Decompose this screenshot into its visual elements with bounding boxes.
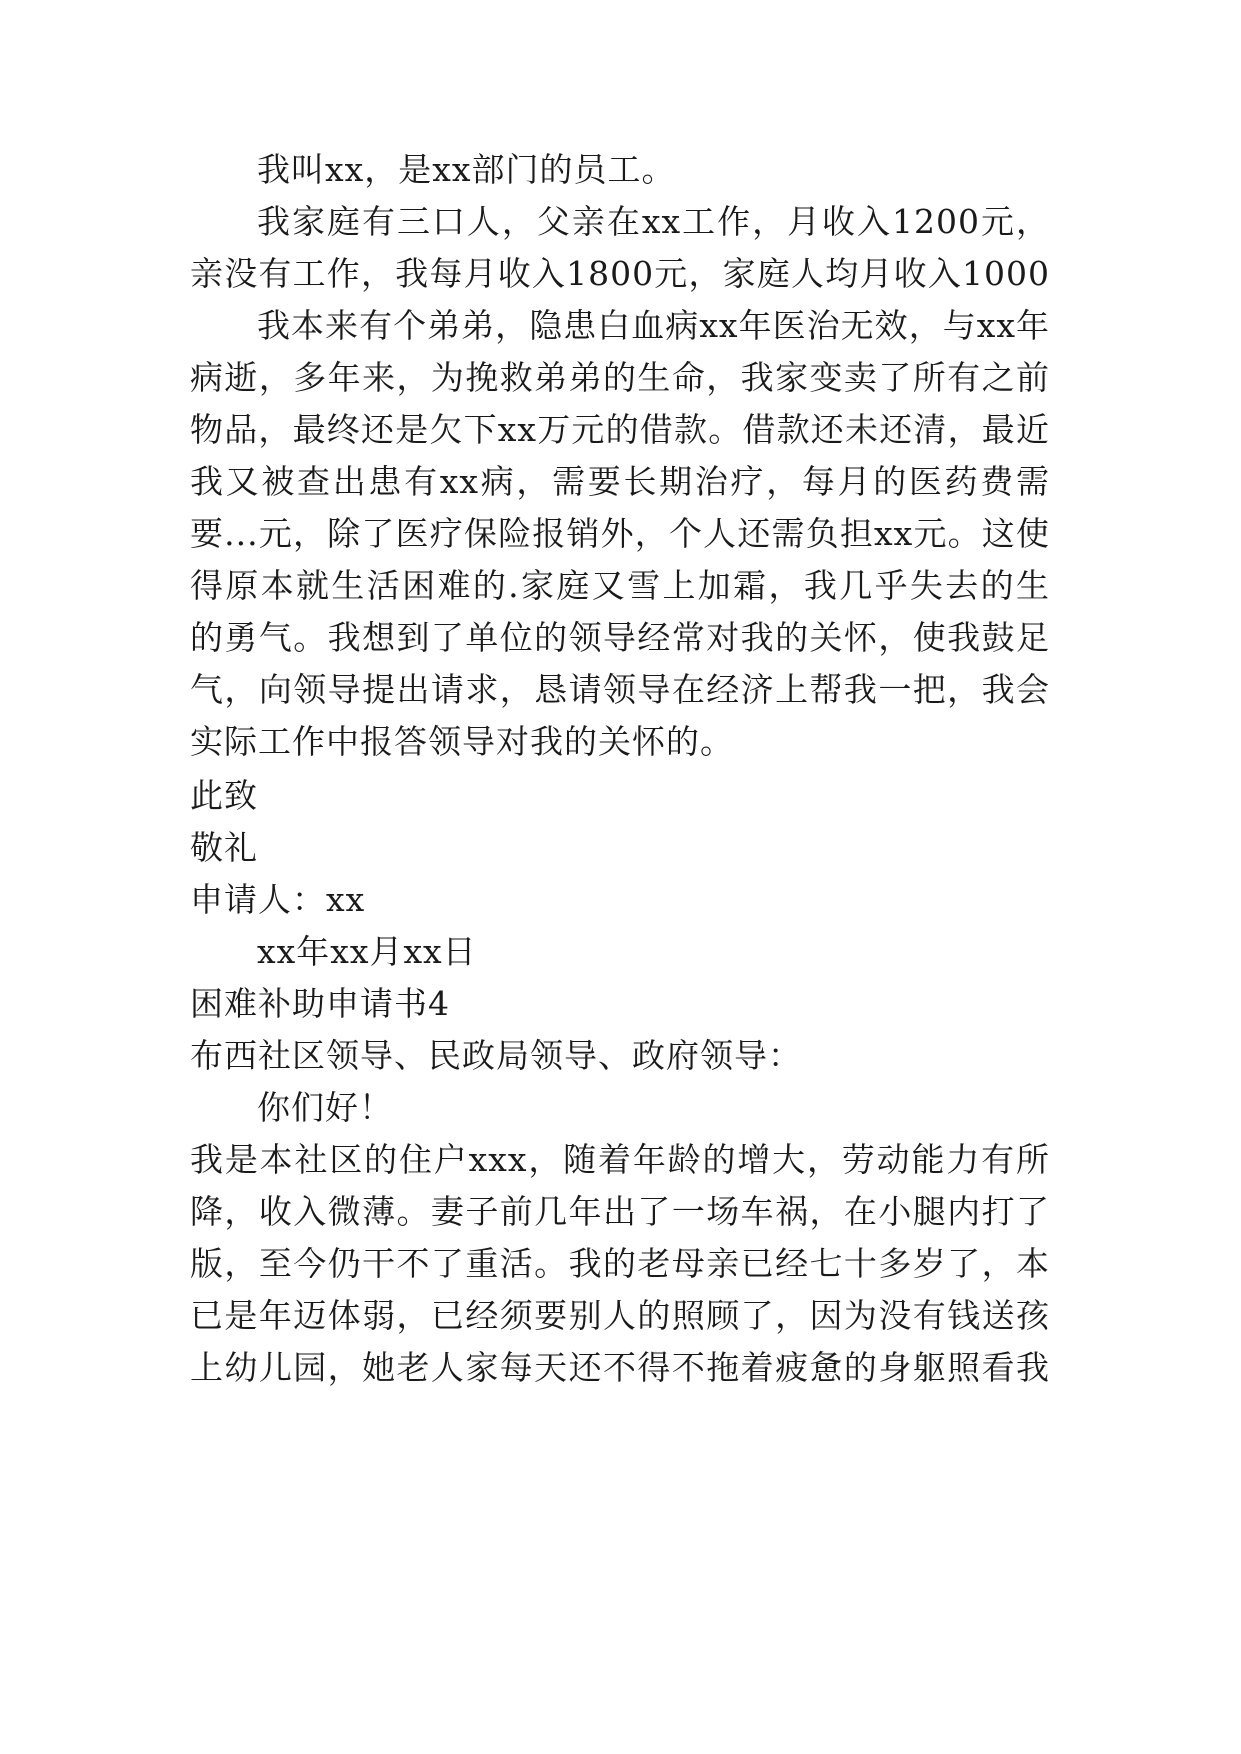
text-line: 版，至今仍干不了重活。我的老母亲已经七十多岁了，本 <box>190 1244 1050 1283</box>
text-line: 实际工作中报答领导对我的关怀的。 <box>190 722 734 761</box>
text-line: 得原本就生活困难的.家庭又雪上加霜，我几乎失去的生 <box>190 566 1050 605</box>
date-line: xx年xx月xx日 <box>257 932 477 971</box>
text-line: 降，收入微薄。妻子前几年出了一场车祸，在小腿内打了 <box>190 1192 1050 1231</box>
text-line: 物品，最终还是欠下xx万元的借款。借款还未还清，最近 <box>190 410 1050 449</box>
text-line: 我本来有个弟弟，隐患白血病xx年医治无效，与xx年 <box>257 306 1050 345</box>
section-heading: 困难补助申请书4 <box>190 984 450 1023</box>
text-line: 我家庭有三口人，父亲在xx工作，月收入1200元， <box>257 202 1050 241</box>
text-line: 已是年迈体弱，已经须要别人的照顾了，因为没有钱送孩 <box>190 1296 1050 1335</box>
text-line: 我是本社区的住户xxx，随着年龄的增大，劳动能力有所 <box>190 1140 1050 1179</box>
applicant-signature: 申请人：xx <box>190 880 366 919</box>
text-line: 病逝，多年来，为挽救弟弟的生命，我家变卖了所有之前 <box>190 358 1050 397</box>
text-line: 气，向领导提出请求，恳请领导在经济上帮我一把，我会 <box>190 670 1050 709</box>
addressee-line: 布西社区领导、民政局领导、政府领导： <box>190 1036 802 1075</box>
text-line: 上幼儿园，她老人家每天还不得不拖着疲惫的身躯照看我 <box>190 1348 1050 1387</box>
greeting-line: 你们好！ <box>257 1088 393 1127</box>
text-line: 我叫xx，是xx部门的员工。 <box>257 150 676 189</box>
text-line: 亲没有工作，我每月收入1800元，家庭人均月收入1000 <box>190 254 1050 293</box>
text-line: 要...元，除了医疗保险报销外，个人还需负担xx元。这使 <box>190 514 1050 553</box>
closing-regards: 敬礼 <box>190 828 258 867</box>
text-line: 我又被查出患有xx病，需要长期治疗，每月的医药费需 <box>190 462 1050 501</box>
closing-salutation: 此致 <box>190 776 258 815</box>
text-line: 的勇气。我想到了单位的领导经常对我的关怀，使我鼓足 <box>190 618 1050 657</box>
